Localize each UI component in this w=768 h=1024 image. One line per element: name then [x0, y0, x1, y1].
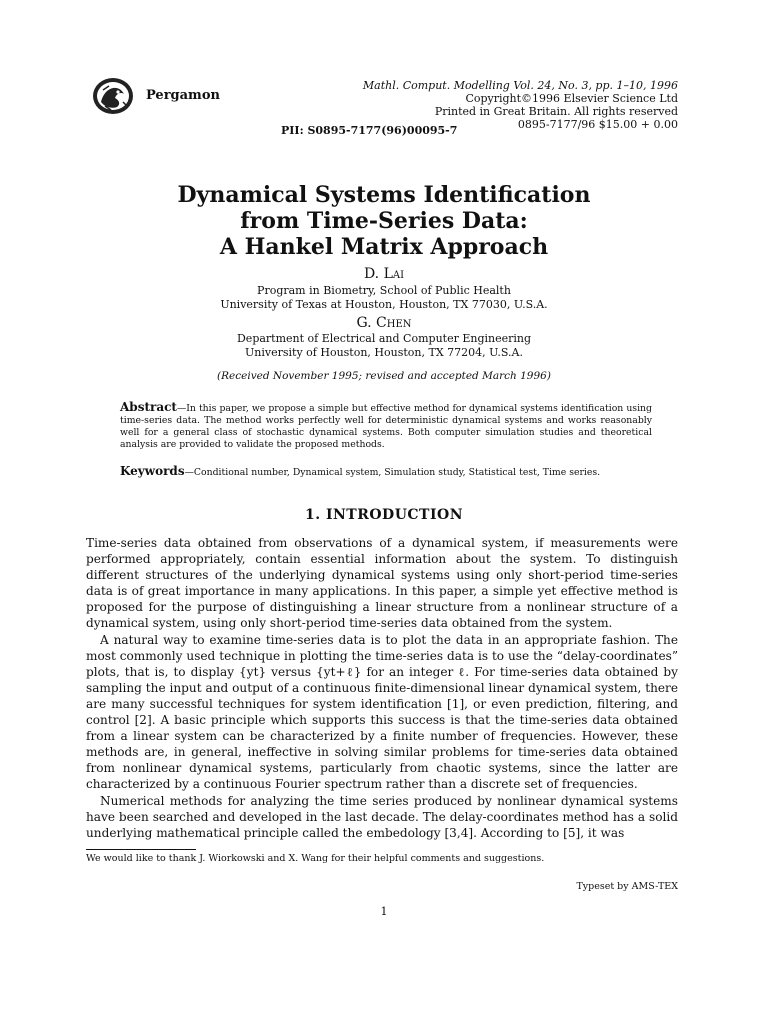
abstract-label: Abstract: [120, 400, 177, 414]
title-line-3: A Hankel Matrix Approach: [219, 234, 549, 260]
author-name: G. Chen: [356, 315, 412, 331]
journal-citation: Mathl. Comput. Modelling Vol. 24, No. 3, pp. 1–10, 1996: [362, 79, 678, 92]
page-number: 1: [380, 905, 388, 918]
footnote-rule: [86, 849, 196, 850]
author-affiliation: [0, 284, 768, 312]
paragraph: A natural way to examine time-series data is to plot the data in an appropriate fashion. The most commonly used technique in plotting the time-series data is to use the “delay-coordinates” plots, that is, to display {yt} versus {yt+ℓ} for an integer ℓ. For time-series data obtained by sampling the input and output of a continuous finite-dimensional linear dynamical system, there are many successful techniques for system identification [1], or even prediction, filtering, and control [2]. A basic principle which supports this success is that the time-series data obtained from a linear system can be characterized by a finite number of frequencies. However, these methods are, in general, ineffective in solving similar problems for time-series data obtained from nonlinear dynamical systems, particularly from chaotic systems, since the latter are characterized by a continuous Fourier spectrum rather than a discrete set of frequencies.: [86, 632, 678, 792]
received-date: (Received November 1995; revised and accepted March 1996): [217, 370, 551, 382]
pii: PII: S0895-7177(96)00095-7: [281, 124, 458, 137]
paragraph: Time-series data obtained from observations of a dynamical system, if measurements were performed appropriately, contain essential information about the system. To distinguish different structures of the underlying dynamical systems using only short-period time-series data is of great importance in many applications. In this paper, a simple yet effective method is proposed for the purpose of distinguishing a linear structure from a nonlinear structure of a dynamical system, using only short-period time-series data obtained from the system.: [86, 536, 678, 631]
copyright-line: Copyright©1996 Elsevier Science Ltd: [465, 92, 678, 105]
abstract: [120, 401, 652, 451]
paragraph: Numerical methods for analyzing the time series produced by nonlinear dynamical systems have been searched and developed in the last decade. The delay-coordinates method has a solid underlying mathematical principle called the embedology [3,4]. According to [5], it was: [86, 793, 678, 840]
affiliation-line: Program in Biometry, School of Public Health: [257, 284, 511, 297]
publisher-logo: [91, 76, 135, 116]
publisher-name: Pergamon: [146, 88, 220, 103]
section-heading: 1. INTRODUCTION: [304, 507, 464, 523]
keywords-text: —Conditional number, Dynamical system, Simulation study, Statistical test, Time series.: [184, 467, 601, 478]
footnote: We would like to thank J. Wiorkowski and X. Wang for their helpful comments and suggestions.: [86, 853, 545, 864]
title-line-2: from Time-Series Data:: [240, 208, 528, 234]
affiliation-line: Department of Electrical and Computer Engineering: [236, 332, 532, 345]
affiliation-line: University of Houston, Houston, TX 77204, U.S.A.: [245, 346, 523, 359]
body-text: [86, 535, 678, 841]
author-name: D. Lai: [363, 266, 405, 282]
affiliation-line: University of Texas at Houston, Houston, TX 77030, U.S.A.: [220, 298, 548, 311]
price-line: 0895-7177/96 $15.00 + 0.00: [517, 118, 678, 131]
abstract-text: —In this paper, we propose a simple but effective method for dynamical systems identification using time-series data. The method works perfectly well for deterministic dynamical systems and works reasonably well for a general class of stochastic dynamical systems. Both computer simulation studies and theoretical analysis are provided to validate the proposed methods.: [120, 403, 652, 450]
keywords: [120, 465, 652, 479]
typeset-note: Typeset by AMS-TEX: [576, 881, 678, 892]
title-line-1: Dynamical Systems Identification: [177, 182, 591, 208]
paper-title: [0, 182, 768, 260]
printed-line: Printed in Great Britain. All rights reserved: [434, 105, 678, 118]
author-affiliation: [0, 332, 768, 360]
keywords-label: Keywords: [120, 464, 185, 478]
